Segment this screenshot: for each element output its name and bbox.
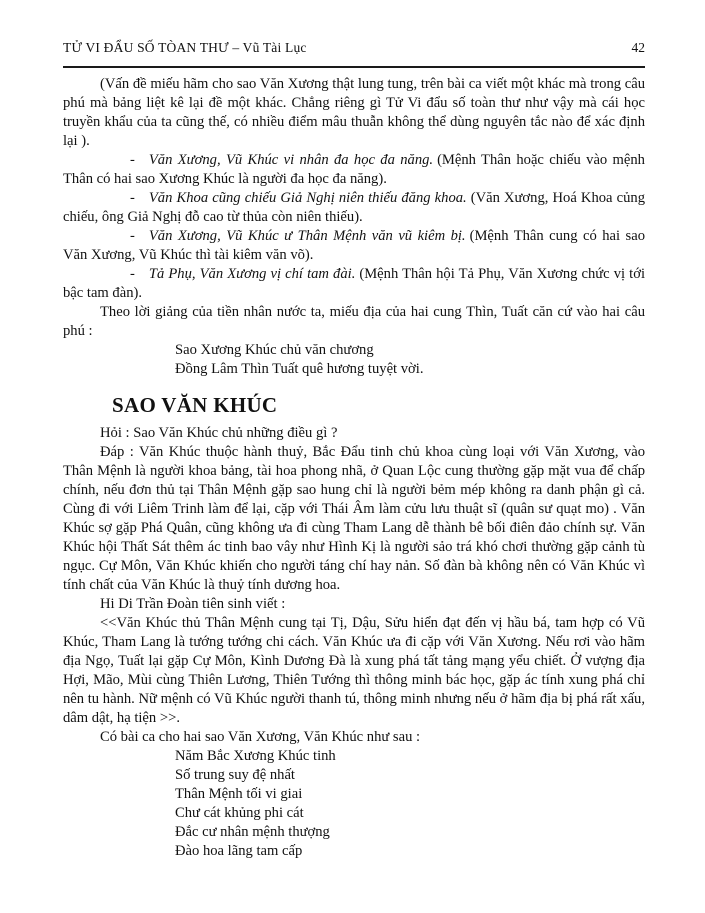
- bullet-phu-italic: Văn Xương, Vũ Khúc ư Thân Mệnh văn vũ kiêm bị.: [148, 228, 466, 244]
- bullet-item-3: [63, 227, 645, 265]
- paragraph-quote-intro: Hi Di Trần Đoàn tiên sinh viết :: [100, 596, 286, 612]
- bullet-dash: -: [130, 266, 135, 282]
- bullet-phu-italic: Văn Khoa cũng chiếu Giả Nghị niên thiếu đăng khoa.: [148, 190, 467, 206]
- paragraph-intro-verse: Theo lời giảng của tiền nhân nước ta, miếu địa của hai cung Thìn, Tuất căn cứ vào hai câu phú :: [63, 304, 645, 339]
- bullet-explanation: (Mệnh Thân hội Tả Phụ, Văn Xương chức vị tới bậc tam đàn).: [63, 266, 646, 301]
- bullet-item-2: [63, 189, 645, 227]
- verse-block-1: [63, 341, 645, 379]
- verse-line: Chư cát khủng phi cát: [175, 805, 304, 821]
- paragraph-quote: <<Văn Khúc thủ Thân Mệnh cung tại Tị, Dậu, Sửu hiển đạt đến vị hầu bá, tam hợp có Vũ Khúc, Tham Lang là tướng tướng chi cách. Văn Khúc ưa đi cặp với Văn Xương. Nếu rơi vào hãm địa Ngọ, Tuất lại gặp Cự Môn, Kình Dương Đà là xung phá tất tảng mạng yểu chiết. Ở vượng địa Hợi, Mão, Mùi cùng Thiên Lương, Thiên Tướng thì thông minh bác học, gặp ác tính xung phá chỉ nên tu hành. Nữ mệnh có Vũ Khúc người thanh tú, thông minh nhưng nếu ở hãm địa bị phá rất xấu, dâm dật, hạ tiện >>.: [63, 615, 645, 726]
- book-title: TỬ VI ĐẨU SỐ TÒAN THƯ – Vũ Tài Lục: [63, 40, 307, 55]
- verse-block-2: [63, 747, 645, 861]
- verse-line: Thân Mệnh tối vi giai: [175, 786, 303, 802]
- bullet-dash: -: [130, 190, 135, 206]
- paragraph-note: (Vấn đề miếu hãm cho sao Văn Xương thật lung tung, trên bài ca viết một khác mà trong câu phú mà bảng liệt kê lại đề một khác. Chẳng riêng gì Tử Vi đẩu số toàn thư như vậy mà cái học truyền khẩu của ta cũng thế, có nhiều điểm mâu thuẫn không thể dùng nguyên tắc nào để xác định lại ).: [63, 76, 645, 149]
- bullet-item-1: [63, 151, 645, 189]
- verse-line: Năm Bắc Xương Khúc tinh: [175, 748, 336, 764]
- bullet-explanation: (Mệnh Thân hoặc chiếu vào mệnh Thân có hai sao Xương Khúc là người đa học đa năng).: [63, 152, 645, 187]
- bullet-explanation: (Văn Xương, Hoá Khoa củng chiếu, ông Giả Nghị đỗ cao từ thủa còn niên thiếu).: [63, 190, 645, 225]
- paragraph-question: Hỏi : Sao Văn Khúc chủ những điều gì ?: [100, 425, 338, 441]
- verse-line: Đào hoa lãng tam cấp: [175, 843, 303, 859]
- section-heading: SAO VĂN KHÚC: [112, 393, 278, 417]
- page-number: 42: [631, 40, 645, 55]
- bullet-item-4: [63, 265, 645, 303]
- bullet-phu-italic: Văn Xương, Vũ Khúc vi nhân đa học đa năng.: [148, 152, 434, 168]
- paragraph-answer: Đáp : Văn Khúc thuộc hành thuỷ, Bắc Đẩu tinh chủ khoa cùng loại với Văn Xương, vào Thân Mệnh là người khoa bảng, tài hoa phong nhã, ở Quan Lộc cung thường gặp mặt vua để chấp chính, nếu đơn thủ tại Thân Mệnh gặp sao hung chỉ là người bẻm mép không ra danh phận gì cả. Cùng đi với Liêm Trinh làm để lại, cặp với Thái Âm làm cửu lưu thuật sĩ (quân sư quạt mo) . Văn Khúc sợ gặp Phá Quân, cũng không ưa đi cùng Tham Lang dễ thành bê bối điên đảo chính sự. Văn Khúc hội Thất Sát thêm ác tinh bao vây như Hình Kị là người sảo trá khó chơi thường gặp cảnh tù ngục. Cự Môn, Văn Khúc khiến cho người táng chí hay nản. Số đàn bà không nên có Văn Khúc vì tính chất của Văn Khúc là thuỷ tính dương hoa.: [63, 444, 645, 593]
- bullet-explanation: (Mệnh Thân cung có hai sao Văn Xương, Vũ Khúc thì tài kiêm văn võ).: [63, 228, 645, 263]
- verse-line: Sao Xương Khúc chủ văn chương: [175, 342, 374, 358]
- verse-line: Đắc cư nhân mệnh thượng: [175, 824, 330, 840]
- verse-line: Đồng Lâm Thìn Tuất quê hương tuyệt vời.: [175, 361, 424, 377]
- page-header: [63, 40, 645, 68]
- bullet-dash: -: [130, 228, 135, 244]
- verse-line: Số trung suy đệ nhất: [175, 767, 295, 783]
- bullet-phu-italic: Tả Phụ, Văn Xương vị chí tam đài.: [148, 266, 356, 282]
- body-text: [63, 75, 645, 861]
- paragraph-song-intro: Có bài ca cho hai sao Văn Xương, Văn Khúc như sau :: [100, 729, 421, 745]
- bullet-dash: -: [130, 152, 135, 168]
